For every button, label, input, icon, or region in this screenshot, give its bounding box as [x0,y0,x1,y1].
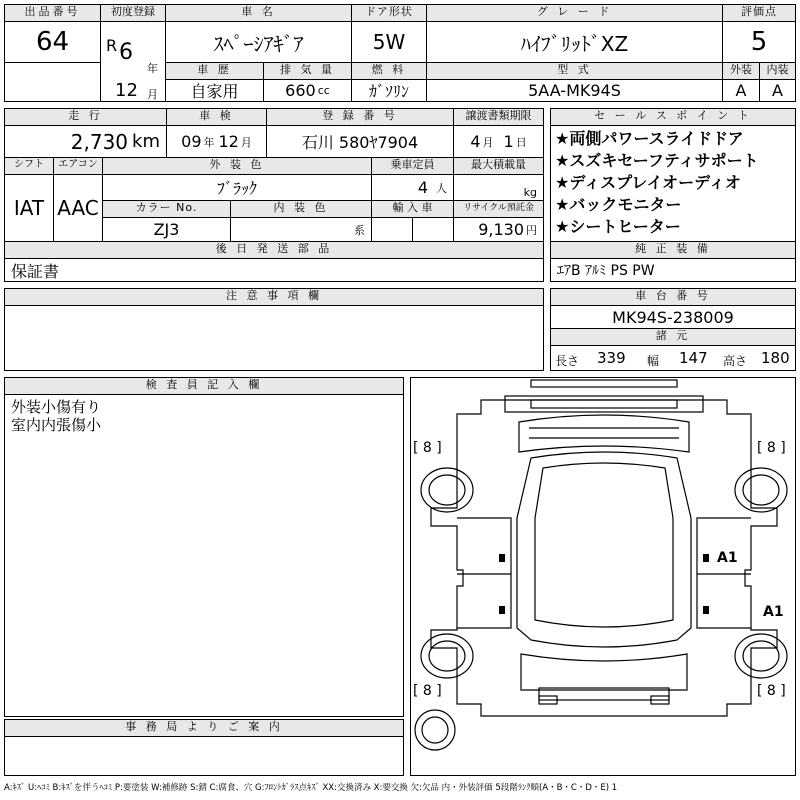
car-diagram [410,377,796,776]
inspection [166,125,267,158]
later-parts: 保証書 [4,258,544,282]
recycle [453,217,544,242]
mileage [4,125,167,158]
ext-color: ﾌﾞﾗｯｸ [102,174,372,201]
caution-notes [4,305,544,371]
door-type: 5W [351,21,427,63]
reg-year: 6 [119,40,133,65]
length-value: 339 [597,349,626,367]
import-label: 輸 入 車 [371,200,454,218]
office-notes [4,736,404,776]
sales-point-item: ★ディスプレイオーディオ [555,173,741,192]
capacity-label: 乗車定員 [371,157,454,175]
capacity-value: 4 [417,178,428,197]
grade: ﾊｲﾌﾞﾘｯﾄﾞXZ [426,21,723,63]
damage-mark-right-rear: A1 [763,604,784,620]
capacity-unit: 人 [436,181,447,195]
displacement-unit: cc [317,84,330,97]
year-unit: 年 [147,62,158,75]
tire-rear-right-depth: [ 8 ] [757,683,786,699]
import-cell-b [412,217,454,242]
recycle-value: 9,130 [478,220,524,239]
plate: 石川 580ﾔ7904 [266,125,454,158]
recycle-label: リサイクル預託金 [453,200,544,218]
sales-point-item: ★スズキセーフティサポート [555,151,759,170]
plate-label: 登 録 番 号 [266,108,454,126]
height-label: 高さ [723,354,748,368]
legend: A:ｷｽﾞ U:ﾍｺﾐ B:ｷｽﾞを伴うﾍｺﾐ P:要塗装 W:補修跡 S:錆 C:腐食、穴 G:ﾌﾛﾝﾄｶﾞﾗｽ点ｷｽﾞ XX:交換済み X:要交換 欠:欠品 内・外装評価 5段階ﾗﾝｸ順(A・B・C・D・E) 1 [4,783,618,793]
inspection-year: 09 [181,132,202,151]
model: 5AA-MK94S [426,79,723,102]
int-color [230,217,372,242]
transfer-day-unit: 日 [515,135,527,149]
tire-front-right-depth: [ 8 ] [757,440,786,456]
inspection-month-unit: 月 [240,135,252,149]
inspector-notes: 外装小傷有り 室内内張傷小 [4,394,404,717]
transfer-day: 1 [503,132,514,151]
history: 自家用 [165,79,264,102]
transfer-label: 譲渡書類期限 [453,108,544,126]
shift-label: シフト [4,157,54,175]
sales-point-item: ★シートヒーター [555,217,681,236]
tire-rear-left-depth: [ 8 ] [413,683,442,699]
width-label: 幅 [647,354,660,368]
inspector-notes-label: 検 査 員 記 入 欄 [4,377,404,395]
sales-point-item: ★バックモニター [555,195,682,214]
load-unit: kg [523,186,537,199]
int-color-label: 内 装 色 [230,200,372,218]
transfer-month-unit: 月 [482,135,494,149]
inspection-month: 12 [218,132,239,151]
displacement-value: 660 [285,81,316,100]
displacement [263,79,352,102]
standard-equipment: ｴｱB ｱﾙﾐ PS PW [550,258,796,282]
exterior-grade-label: 外装 [722,62,760,80]
mileage-value: 2,730 [70,129,129,154]
first-reg-cell [100,21,166,102]
height-value: 180 [761,349,790,367]
load-label: 最大積載量 [453,157,544,175]
model-label: 型 式 [426,62,723,80]
reg-month: 12 [115,80,138,101]
lot-label: 出品番号 [4,4,101,22]
inspection-year-unit: 年 [203,135,215,149]
month-unit: 月 [147,88,158,101]
int-color-unit: 系 [354,223,365,237]
ac: AAC [53,174,103,242]
color-no: ZJ3 [102,217,231,242]
ext-color-label: 外 装 色 [102,157,372,175]
chassis-label: 車 台 番 号 [550,288,796,306]
car-name: ｽﾍﾟｰｼｱｷﾞｱ [165,21,352,63]
dimensions [550,345,796,371]
sales-points-list [550,125,796,242]
first-reg-label: 初度登録 [100,4,166,22]
displacement-label: 排 気 量 [263,62,352,80]
door-label: ドア形状 [351,4,427,22]
import-cell-a [371,217,413,242]
caution-label: 注 意 事 項 欄 [4,288,544,306]
grade-label: グ レ ー ド [426,4,723,22]
fuel-label: 燃 料 [351,62,427,80]
shift: IAT [4,174,54,242]
chassis-number: MK94S-238009 [550,305,796,329]
mileage-unit: km [132,131,160,152]
inspection-label: 車 検 [166,108,267,126]
damage-mark-right-door: A1 [717,550,738,566]
later-parts-label: 後 日 発 送 部 品 [4,241,544,259]
sales-points-label: セ ー ル ス ポ イ ン ト [550,108,796,126]
history-label: 車 歴 [165,62,264,80]
tire-front-left-depth: [ 8 ] [413,440,442,456]
car-name-label: 車 名 [165,4,352,22]
era: R [106,36,118,55]
dimensions-label: 諸 元 [550,328,796,346]
score-label: 評価点 [722,4,796,22]
length-label: 長さ [555,354,580,368]
mileage-label: 走 行 [4,108,167,126]
capacity [371,174,454,201]
standard-equipment-label: 純 正 装 備 [550,241,796,259]
fuel: ｶﾞｿﾘﾝ [351,79,427,102]
load [453,174,544,201]
interior-grade: A [759,79,796,102]
ac-label: エアコン [53,157,103,175]
transfer-month: 4 [470,132,481,151]
transfer-deadline [453,125,544,158]
recycle-unit: 円 [526,223,537,237]
office-label: 事 務 局 よ り ご 案 内 [4,719,404,737]
lot-number: 64 [4,21,101,63]
car-outline [411,378,796,776]
sales-point-item: ★両側パワースライドドア [555,129,744,148]
lot-blank [4,62,101,102]
interior-grade-label: 内装 [759,62,796,80]
score: 5 [722,21,796,63]
width-value: 147 [679,349,708,367]
exterior-grade: A [722,79,760,102]
color-no-label: カラー No. [102,200,231,218]
